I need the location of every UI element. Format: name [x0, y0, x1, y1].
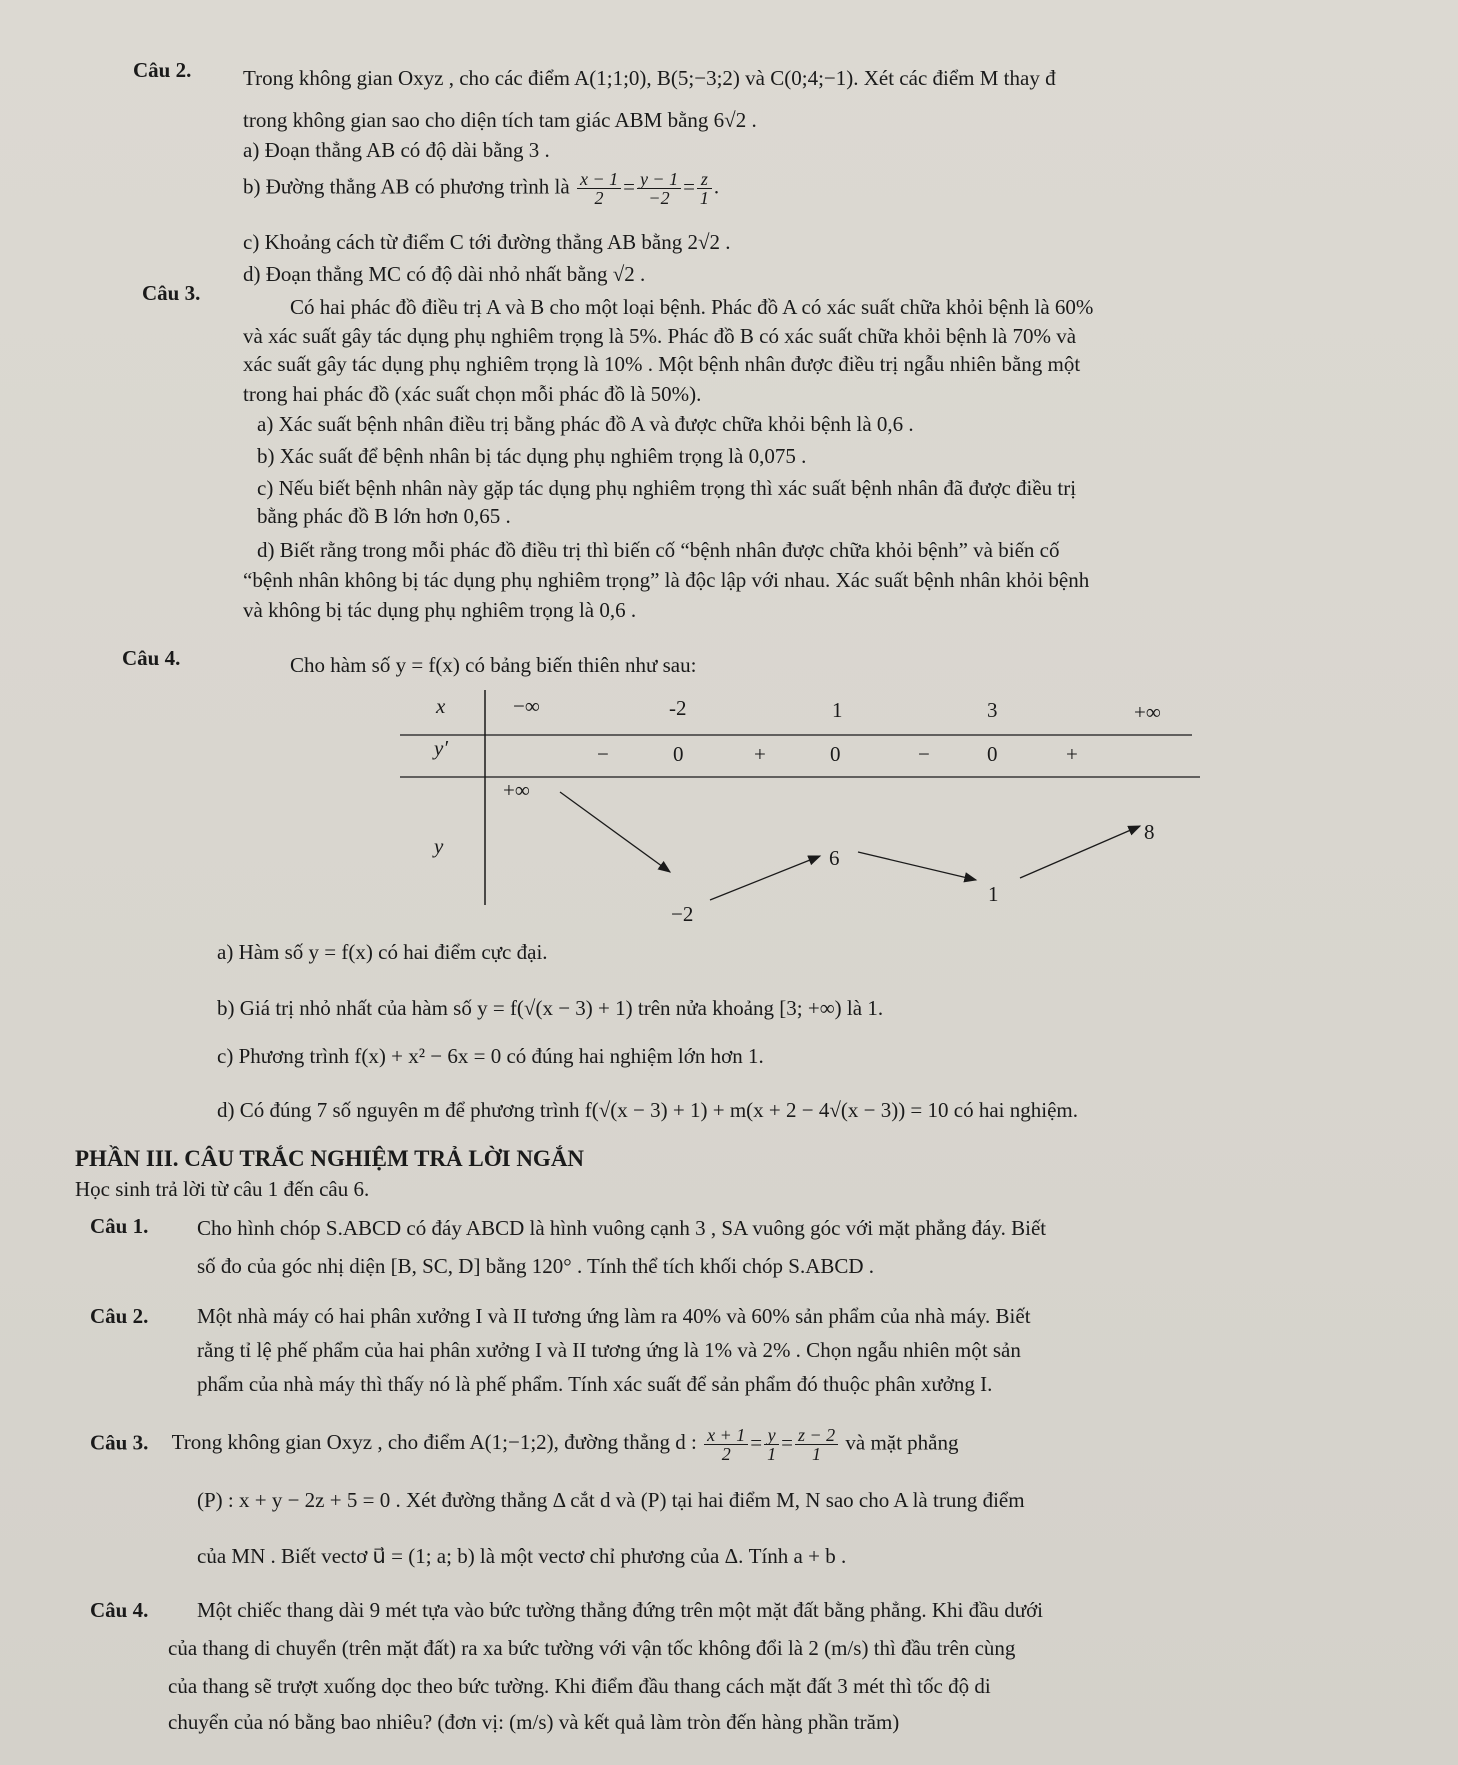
question-text: và xác suất gây tác dụng phụ nghiêm trọng là 5%. Phác đồ B có xác suất chữa khỏi bệnh là 70% và [243, 324, 1077, 348]
option-d-cont: “bệnh nhân không bị tác dụng phụ nghiêm trọng” là độc lập với nhau. Xác suất bệnh nhân khỏi bệnh [243, 568, 1090, 592]
y-value: 6 [829, 846, 840, 870]
numerator: z − 2 [795, 1426, 838, 1445]
question-text: của MN . Biết vectơ u⃗ = (1; a; b) là một vectơ chỉ phương của Δ. Tính a + b . [197, 1544, 847, 1568]
question-text: Trong không gian Oxyz , cho các điểm A(1;1;0), B(5;−3;2) và C(0;4;−1). Xét các điểm M thay đ [243, 66, 1056, 90]
x-value: -2 [669, 696, 687, 720]
question-text: phẩm của nhà máy thì thấy nó là phế phẩm. Tính xác suất để sản phẩm đó thuộc phân xưởng I. [197, 1372, 993, 1396]
option-a: a) Đoạn thẳng AB có độ dài bằng 3 . [243, 138, 550, 162]
question-label: Câu 2. [90, 1304, 149, 1328]
fraction [764, 1426, 779, 1463]
row-label-y: y [434, 834, 444, 858]
question-label: Câu 3. [142, 281, 201, 305]
x-value: 3 [987, 698, 998, 722]
row-label-x: x [436, 694, 446, 718]
question-text: của thang di chuyển (trên mặt đất) ra xa bức tường với vận tốc không đổi là 2 (m/s) thì đầu trên cùng [168, 1636, 1016, 1660]
question-text: chuyển của nó bằng bao nhiêu? (đơn vị: (m/s) và kết quả làm tròn đến hàng phần trăm) [168, 1710, 900, 1734]
question-text: Một chiếc thang dài 9 mét tựa vào bức tường thẳng đứng trên một mặt đất bằng phẳng. Khi đầu dưới [197, 1598, 1044, 1622]
numerator: x + 1 [704, 1426, 748, 1445]
denominator: 1 [767, 1444, 777, 1464]
option-b: b) Xác suất để bệnh nhân bị tác dụng phụ nghiêm trọng là 0,075 . [257, 444, 807, 468]
x-value: 1 [832, 698, 843, 722]
question-text: Một nhà máy có hai phân xưởng I và II tương ứng làm ra 40% và 60% sản phẩm của nhà máy. Biết [197, 1304, 1031, 1328]
option-b: b) Đường thẳng AB có phương trình là $\frac{x - 1}{2}$ = $\frac{y - 1}{-2}$ = $\frac{z}{1}$ . [243, 169, 720, 208]
option-c: c) Phương trình f(x) + x² − 6x = 0 có đúng hai nghiệm lớn hơn 1. [217, 1044, 764, 1068]
option-a: a) Hàm số y = f(x) có hai điểm cực đại. [217, 940, 548, 964]
question-3-line1: Câu 3. Trong không gian Oxyz , cho điểm A(1;−1;2), đường thẳng d : $\frac{x + 1}{2}$ = $\frac{y}{1}$ = $\frac{z - 2}{1}$ và mặt phẳng [90, 1425, 959, 1464]
option-d-cont: và không bị tác dụng phụ nghiêm trọng là 0,6 . [243, 598, 637, 622]
question-text: xác suất gây tác dụng phụ nghiêm trọng là 10% . Một bệnh nhân được điều trị ngẫu nhiên bằng một [243, 352, 1081, 376]
derivative-sign: − [918, 742, 930, 766]
question-label: Câu 1. [90, 1214, 149, 1238]
decreasing-arrow [858, 852, 976, 880]
question-label: Câu 2. [133, 58, 192, 82]
option-a: a) Xác suất bệnh nhân điều trị bằng phác đồ A và được chữa khỏi bệnh là 0,6 . [257, 412, 914, 436]
increasing-arrow [1020, 826, 1140, 878]
question-text: Cho hình chóp S.ABCD có đáy ABCD là hình vuông cạnh 3 , SA vuông góc với mặt phẳng đáy. Biết [197, 1216, 1047, 1240]
question-label: Câu 4. [90, 1598, 149, 1622]
x-value: −∞ [513, 694, 540, 718]
option-b: b) Giá trị nhỏ nhất của hàm số y = f(√(x − 3) + 1) trên nửa khoảng [3; +∞) là 1. [217, 996, 884, 1020]
question-text: rằng tỉ lệ phế phẩm của hai phân xưởng I và II tương ứng là 1% và 2% . Chọn ngẫu nhiên một sản [197, 1338, 1021, 1362]
option-d: d) Có đúng 7 số nguyên m để phương trình f(√(x − 3) + 1) + m(x + 2 − 4√(x − 3)) = 10 có hai nghiệm. [217, 1098, 1078, 1122]
fraction [704, 1426, 748, 1463]
question-text: Trong không gian Oxyz , cho điểm A(1;−1;2), đường thẳng d : [171, 1430, 697, 1455]
denominator: 1 [699, 188, 709, 208]
y-value: −2 [671, 902, 694, 926]
question-text: trong không gian sao cho diện tích tam giác ABM bằng 6√2 . [243, 108, 757, 132]
section-instruction: Học sinh trả lời từ câu 1 đến câu 6. [75, 1177, 370, 1201]
denominator: −2 [648, 188, 670, 208]
derivative-zero: 0 [830, 742, 841, 766]
derivative-zero: 0 [673, 742, 684, 766]
question-label: Câu 3. [90, 1430, 149, 1455]
derivative-zero: 0 [987, 742, 998, 766]
option-c-cont: bằng phác đồ B lớn hơn 0,65 . [257, 504, 511, 528]
y-value: 8 [1144, 820, 1155, 844]
derivative-sign: − [597, 742, 609, 766]
option-d: d) Đoạn thẳng MC có độ dài nhỏ nhất bằng √2 . [243, 262, 646, 286]
option-c: c) Nếu biết bệnh nhân này gặp tác dụng phụ nghiêm trọng thì xác suất bệnh nhân đã được điều trị [257, 476, 1077, 500]
question-label: Câu 4. [122, 646, 181, 670]
denominator: 2 [594, 188, 604, 208]
y-value: 1 [988, 882, 999, 906]
numerator: y − 1 [637, 170, 681, 189]
row-label-yprime: y′ [434, 736, 448, 760]
numerator: x − 1 [577, 170, 621, 189]
question-text: Có hai phác đồ điều trị A và B cho một loại bệnh. Phác đồ A có xác suất chữa khỏi bệnh là 60% [290, 295, 1094, 319]
section-heading: PHẦN III. CÂU TRẮC NGHIỆM TRẢ LỜI NGẮN [75, 1146, 585, 1171]
numerator: y [764, 1426, 779, 1445]
derivative-sign: + [1066, 742, 1078, 766]
option-c: c) Khoảng cách từ điểm C tới đường thẳng AB bằng 2√2 . [243, 230, 731, 254]
fraction [795, 1426, 838, 1463]
question-text: của thang sẽ trượt xuống dọc theo bức tường. Khi điểm đầu thang cách mặt đất 3 mét thì tốc độ di [168, 1674, 991, 1698]
question-text: trong hai phác đồ (xác suất chọn mỗi phác đồ là 50%). [243, 382, 702, 406]
numerator: z [697, 170, 712, 189]
question-text: số đo của góc nhị diện [B, SC, D] bằng 120° . Tính thể tích khối chóp S.ABCD . [197, 1254, 875, 1278]
y-value: +∞ [503, 778, 530, 802]
denominator: 2 [721, 1444, 731, 1464]
x-value: +∞ [1134, 700, 1161, 724]
option-b-text: b) Đường thẳng AB có phương trình là [243, 174, 570, 199]
option-d: d) Biết rằng trong mỗi phác đồ điều trị thì biến cố “bệnh nhân được chữa khỏi bệnh” và biến cố [257, 538, 1060, 562]
increasing-arrow [710, 856, 820, 900]
denominator: 1 [812, 1444, 822, 1464]
decreasing-arrow [560, 792, 670, 872]
question-text: và mặt phẳng [845, 1430, 959, 1455]
question-text: (P) : x + y − 2z + 5 = 0 . Xét đường thẳng Δ cắt d và (P) tại hai điểm M, N sao cho A là trung điểm [197, 1488, 1025, 1512]
derivative-sign: + [754, 742, 766, 766]
question-text: Cho hàm số y = f(x) có bảng biến thiên như sau: [290, 653, 697, 677]
